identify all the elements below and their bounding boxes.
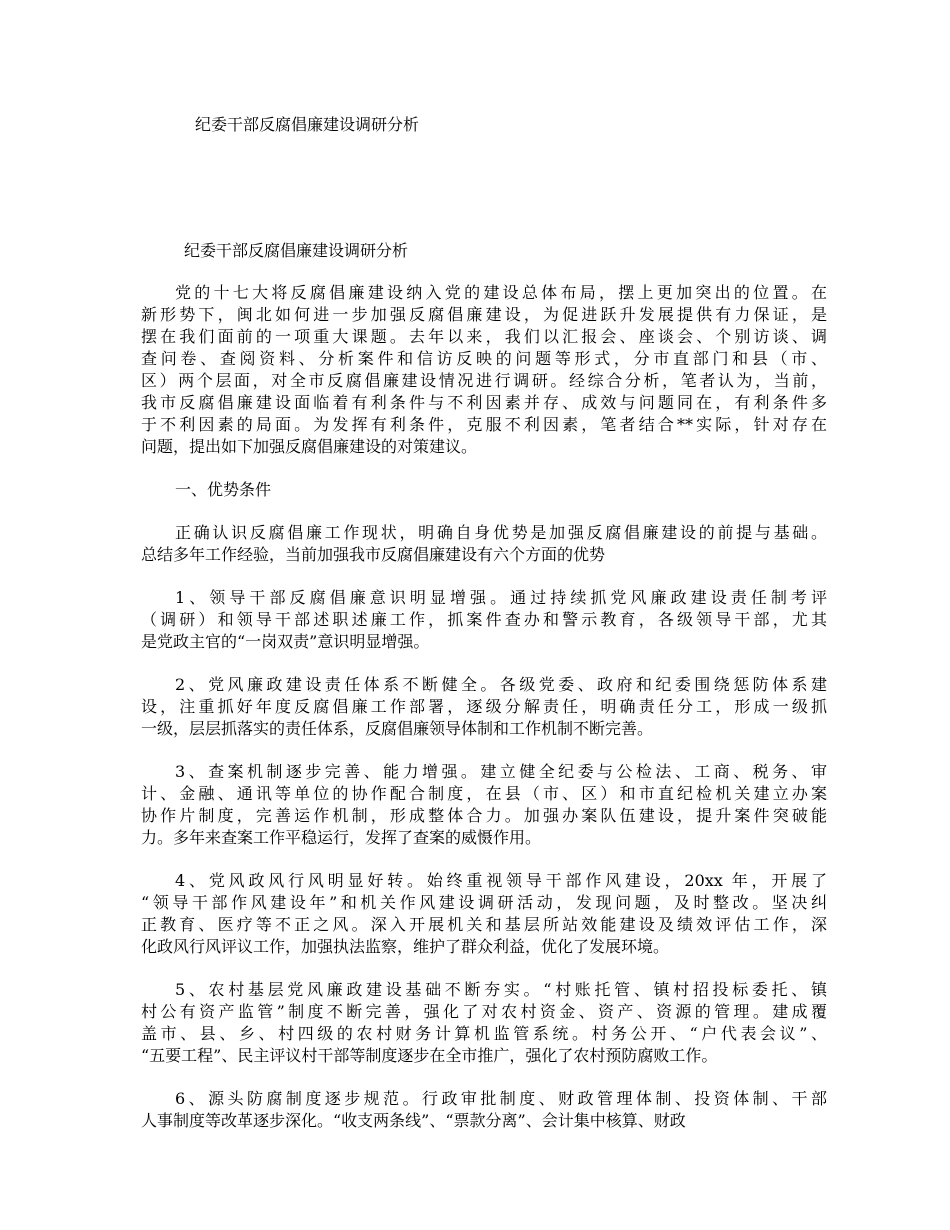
paragraph (141, 282, 827, 458)
paragraph-line: 村公有资产监管”制度不断完善，强化了对农村资金、资产、资源的管理。建成覆 (141, 1002, 827, 1021)
paragraph (141, 761, 827, 849)
paragraph (141, 479, 827, 501)
paragraph-line: 一、优势条件 (175, 480, 272, 499)
paragraph-line: 新形势下，闽北如何进一步加强反腐倡廉建设，为促进跃升发展提供有力保证，是 (141, 305, 827, 324)
paragraph-line: 计、金融、通讯等单位的协作配合制度，在县（市、区）和市直纪检机关建立办案 (141, 784, 827, 803)
paragraph-line: 一级，层层抓落实的责任体系，反腐倡廉领导体制和工作机制不断完善。 (141, 719, 654, 738)
paragraph-line: 3、查案机制逐步完善、能力增强。建立健全纪委与公检法、工商、税务、审 (175, 762, 827, 781)
paragraph-line: 总结多年工作经验，当前加强我市反腐倡廉建设有六个方面的优势 (141, 545, 606, 564)
document-body (141, 282, 827, 1153)
paragraph-line: 区）两个层面，对全市反腐倡廉建设情况进行调研。经综合分析，笔者认为，当前， (141, 371, 827, 390)
paragraph (141, 674, 827, 740)
paragraph-line: 正确认识反腐倡廉工作现状，明确自身优势是加强反腐倡廉建设的前提与基础。 (175, 523, 827, 542)
paragraph (141, 587, 827, 653)
paragraph (141, 979, 827, 1067)
paragraph-line: 查问卷、查阅资料、分析案件和信访反映的问题等形式，分市直部门和县（市、 (141, 349, 827, 368)
paragraph-line: 力。多年来查案工作平稳运行，发挥了查案的威慑作用。 (141, 828, 542, 847)
paragraph-line: 4、党风政风行风明显好转。始终重视领导干部作风建设，20xx 年，开展了 (175, 871, 827, 890)
paragraph-line: 协作片制度，完善运作机制，形成整体合力。加强办案队伍建设，提升案件突破能 (141, 806, 827, 825)
paragraph-line: 化政风行风评议工作，加强执法监察，维护了群众利益，优化了发展环境。 (141, 937, 670, 956)
paragraph (141, 1088, 827, 1132)
paragraph-line: 5、农村基层党风廉政建设基础不断夯实。“村账托管、镇村招投标委托、镇 (175, 980, 827, 999)
paragraph-line: 摆在我们面前的一项重大课题。去年以来，我们以汇报会、座谈会、个别访谈、调 (141, 327, 827, 346)
paragraph-line: 6、源头防腐制度逐步规范。行政审批制度、财政管理体制、投资体制、干部 (175, 1089, 827, 1108)
paragraph-line: 于不利因素的局面。为发挥有利条件，克服不利因素，笔者结合**实际，针对存在 (141, 415, 827, 434)
paragraph-line: 人事制度等改革逐步深化。“收支两条线”、“票款分离”、会计集中核算、财政 (141, 1111, 686, 1130)
paragraph-line: 党的十七大将反腐倡廉建设纳入党的建设总体布局，摆上更加突出的位置。在 (175, 283, 827, 302)
paragraph-line: “领导干部作风建设年”和机关作风建设调研活动，发现问题，及时整改。坚决纠 (141, 893, 827, 912)
paragraph-line: 1、领导干部反腐倡廉意识明显增强。通过持续抓党风廉政建设责任制考评 (175, 588, 827, 607)
paragraph (141, 522, 827, 566)
paragraph-line: 盖市、县、乡、村四级的农村财务计算机监管系统。村务公开、“户代表会议”、 (141, 1024, 827, 1043)
page-header-title: 纪委干部反腐倡廉建设调研分析 (195, 115, 420, 134)
paragraph-line: 设，注重抓好年度反腐倡廉工作部署，逐级分解责任，明确责任分工，形成一级抓 (141, 697, 827, 716)
paragraph-line: “五要工程”、民主评议村干部等制度逐步在全市推广，强化了农村预防腐败工作。 (141, 1046, 718, 1065)
paragraph-line: 问题，提出如下加强反腐倡廉建设的对策建议。 (141, 437, 478, 456)
document-title: 纪委干部反腐倡廉建设调研分析 (184, 241, 409, 260)
paragraph-line: 2、党风廉政建设责任体系不断健全。各级党委、政府和纪委围绕惩防体系建 (175, 675, 827, 694)
paragraph-line: 正教育、医疗等不正之风。深入开展机关和基层所站效能建设及绩效评估工作，深 (141, 915, 827, 934)
paragraph-line: 是党政主官的“一岗双责”意识明显增强。 (141, 632, 430, 651)
paragraph-line: （调研）和领导干部述职述廉工作，抓案件查办和警示教育，各级领导干部，尤其 (141, 610, 827, 629)
paragraph (141, 870, 827, 958)
paragraph-line: 我市反腐倡廉建设面临着有利条件与不利因素并存、成效与问题同在，有利条件多 (141, 393, 827, 412)
